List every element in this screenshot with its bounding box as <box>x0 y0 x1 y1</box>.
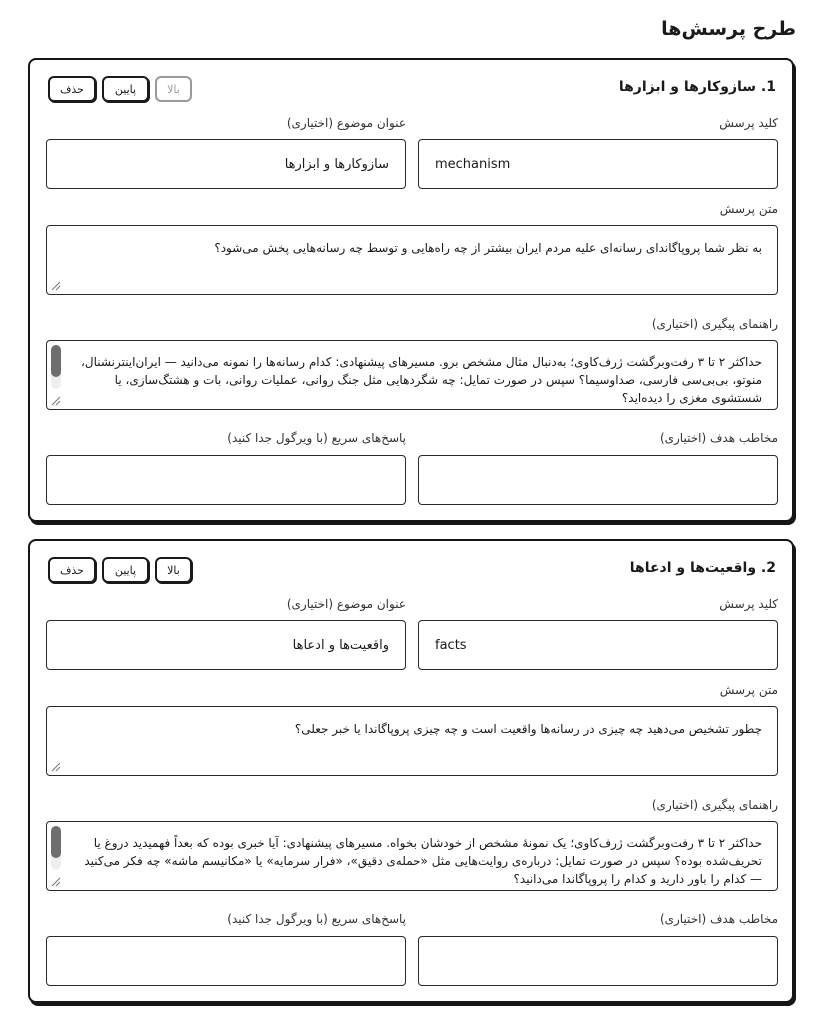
topic-title-input[interactable] <box>46 139 406 189</box>
quick-replies-label: پاسخ‌های سریع (با ویرگول جدا کنید) <box>227 431 406 445</box>
move-down-button[interactable]: پایین <box>102 557 149 583</box>
move-down-button[interactable]: پایین <box>102 76 149 102</box>
followup-guide-value: حداکثر ۲ تا ۳ رفت‌وبرگشت ژرف‌کاوی؛ به‌دنبال مثال مشخص برو. مسیرهای پیشنهادی: کدام رسانه‌ها را نمونه می‌دانید — ایران‌اینترنشنال، منوتو، بی‌بی‌سی فارسی، صداوسیما؟ سپس در صورت تمایل: چه شگردهایی مثل جنگ روانی، عملیات روانی، بات و هشتگ‌سازی، یا شستشوی مغزی را دیده‌اید؟ <box>81 355 762 405</box>
scrollbar[interactable] <box>51 345 61 389</box>
quick-replies-input[interactable] <box>46 455 406 505</box>
resize-handle-icon[interactable] <box>51 877 61 887</box>
question-key-label: کلید پرسش <box>719 597 778 611</box>
move-up-button[interactable]: بالا <box>155 76 192 102</box>
question-actions <box>48 76 192 102</box>
question-text-label: متن پرسش <box>719 202 778 216</box>
target-audience-input[interactable] <box>418 936 778 986</box>
scrollbar[interactable] <box>51 826 61 870</box>
scrollbar-thumb[interactable] <box>51 826 61 858</box>
question-card-1 <box>28 58 794 522</box>
topic-title-label: عنوان موضوع (اختیاری) <box>286 597 406 611</box>
question-card-title: 2. واقعیت‌ها و ادعاها <box>629 560 776 576</box>
followup-guide-value: حداکثر ۲ تا ۳ رفت‌وبرگشت ژرف‌کاوی؛ یک نمونهٔ مشخص از خودشان بخواه. مسیرهای پیشنهادی: آیا خبری بوده که بعداً فهمیدید دروغ یا تحریف‌شده بوده؟ سپس در صورت تمایل: درباره‌ی روایت‌هایی مثل «حمله‌ی دقیق»، «فرار سرمایه» یا «مکانیسم ماشه» چه فکر می‌کنید — کدام را باور دارید و کدام را پروپاگاندا می‌دانید؟ <box>84 836 762 886</box>
followup-guide-label: راهنمای پیگیری (اختیاری) <box>651 798 778 812</box>
target-audience-label: مخاطب هدف (اختیاری) <box>659 431 778 445</box>
resize-handle-icon[interactable] <box>51 396 61 406</box>
topic-title-input[interactable] <box>46 620 406 670</box>
move-up-button[interactable]: بالا <box>155 557 192 583</box>
quick-replies-input[interactable] <box>46 936 406 986</box>
question-key-input[interactable] <box>418 139 778 189</box>
scrollbar-thumb[interactable] <box>51 345 61 377</box>
topic-title-label: عنوان موضوع (اختیاری) <box>286 116 406 130</box>
page-title: طرح پرسش‌ها <box>661 18 796 40</box>
resize-handle-icon[interactable] <box>51 281 61 291</box>
resize-handle-icon[interactable] <box>51 762 61 772</box>
question-actions <box>48 557 192 583</box>
question-card-title: 1. سازوکارها و ابزارها <box>618 79 776 95</box>
question-text-value: به نظر شما پروپاگاندای رسانه‌ای علیه مردم ایران بیشتر از چه راه‌هایی و توسط چه رسانه‌هایی پخش می‌شود؟ <box>214 241 762 255</box>
question-card-2 <box>28 539 794 1003</box>
question-key-input[interactable] <box>418 620 778 670</box>
question-key-label: کلید پرسش <box>719 116 778 130</box>
target-audience-input[interactable] <box>418 455 778 505</box>
question-text-value: چطور تشخیص می‌دهید چه چیزی در رسانه‌ها واقعیت است و چه چیزی پروپاگاندا یا خبر جعلی؟ <box>294 722 762 736</box>
followup-guide-label: راهنمای پیگیری (اختیاری) <box>651 317 778 331</box>
followup-guide-area[interactable] <box>46 821 778 891</box>
delete-button[interactable]: حذف <box>48 557 96 583</box>
question-text-label: متن پرسش <box>719 683 778 697</box>
delete-button[interactable]: حذف <box>48 76 96 102</box>
question-text-area[interactable] <box>46 706 778 776</box>
target-audience-label: مخاطب هدف (اختیاری) <box>659 912 778 926</box>
question-text-area[interactable] <box>46 225 778 295</box>
quick-replies-label: پاسخ‌های سریع (با ویرگول جدا کنید) <box>227 912 406 926</box>
followup-guide-area[interactable] <box>46 340 778 410</box>
